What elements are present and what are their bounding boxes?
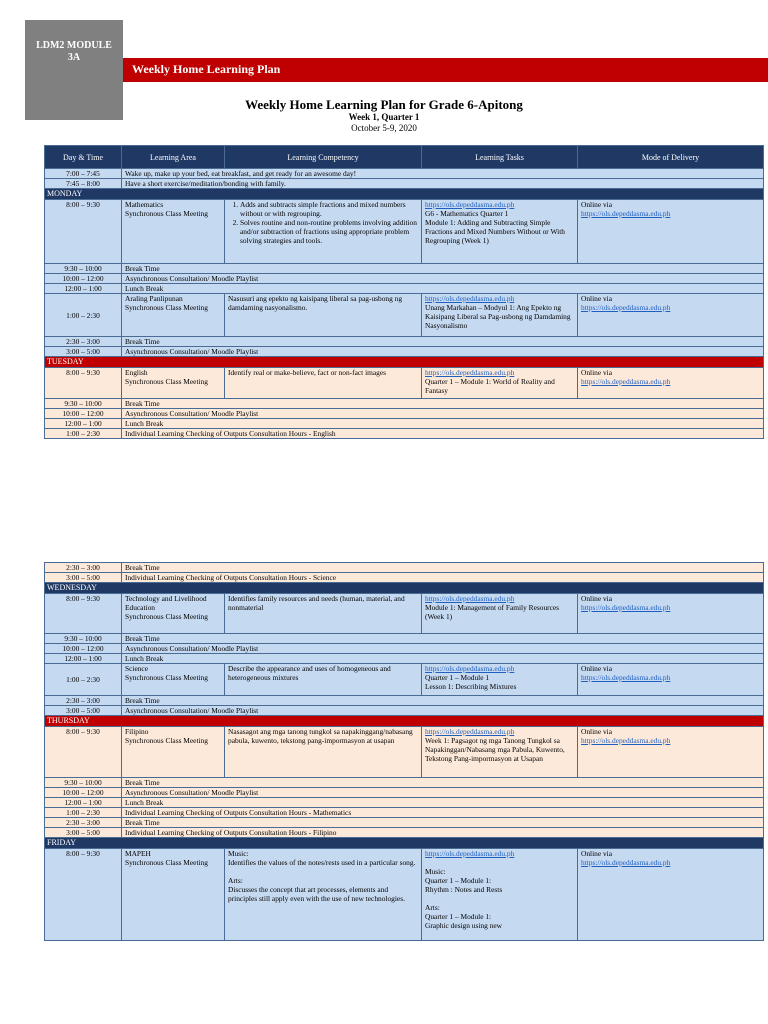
col-learning-tasks: Learning Tasks: [422, 146, 578, 169]
competency-cell: Nasasagot ang mga tanong tungkol sa napakinggang/nabasang pabula, kuwento, tekstong pang-impormasyon at usapan: [225, 727, 422, 778]
time-cell: 1:00 – 2:30: [45, 664, 122, 696]
table-row: 12:00 – 1:00 Lunch Break: [45, 284, 764, 294]
date-range: October 5-9, 2020: [351, 123, 417, 133]
table-row: 10:00 – 12:00 Asynchronous Consultation/ Moodle Playlist: [45, 274, 764, 284]
learning-area-cell: Filipino Synchronous Class Meeting: [122, 727, 225, 778]
learning-area-cell: English Synchronous Class Meeting: [122, 368, 225, 399]
ols-link[interactable]: https://ols.depeddasma.edu.ph: [425, 368, 515, 377]
competency-item: 2. Solves routine and non-routine problems involving addition and/or subtraction of fractions using appropriate problem solving strategies and tools.: [240, 218, 418, 245]
learning-area-cell: Technology and Livelihood Education Synchronous Class Meeting: [122, 594, 225, 634]
table-row: [45, 594, 764, 634]
table-row: 12:00 – 1:00 Lunch Break: [45, 419, 764, 429]
task-cell: https://ols.depeddasma.edu.ph G6 - Mathematics Quarter 1 Module 1: Adding and Subtracting Simple Fractions and Mixed Numbers Without or With Regrouping (Week 1): [422, 200, 578, 264]
table-row: [45, 368, 764, 399]
plan-table-part-1: [44, 145, 764, 439]
badge-line-1: LDM2 MODULE: [36, 40, 112, 51]
table-row: 9:30 – 10:00 Break Time: [45, 264, 764, 274]
task-cell: https://ols.depeddasma.edu.ph Week 1: Pagsagot ng mga Tanong Tungkol sa Napakinggan/Nabasang mga Pabula, Kuwento, Tekstong Pang-impormasyon at Usapan: [422, 727, 578, 778]
time-cell: 7:00 – 7:45: [45, 169, 122, 179]
time-cell: 8:00 – 9:30: [45, 594, 122, 634]
table-row: [45, 849, 764, 941]
banner-text: Weekly Home Learning Plan: [132, 62, 281, 76]
table-row: [45, 169, 764, 179]
time-cell: 8:00 – 9:30: [45, 727, 122, 778]
table-row: 2:30 – 3:00 Break Time: [45, 696, 764, 706]
table-row: 3:00 – 5:00 Individual Learning Checking of Outputs Consultation Hours - Filipino: [45, 828, 764, 838]
delivery-cell: Online via https://ols.depeddasma.edu.ph: [578, 727, 764, 778]
table-row: 9:30 – 10:00 Break Time: [45, 399, 764, 409]
competency-cell: Identify real or make-believe, fact or non-fact images: [225, 368, 422, 399]
competency-cell: [225, 200, 422, 264]
ols-link[interactable]: https://ols.depeddasma.edu.ph: [581, 377, 671, 386]
col-learning-competency: Learning Competency: [225, 146, 422, 169]
table-row: 9:30 – 10:00 Break Time: [45, 634, 764, 644]
table-row: 12:00 – 1:00 Lunch Break: [45, 654, 764, 664]
competency-cell: Music: Identifies the values of the notes/rests used in a particular song. Arts: Discusses the concept that art processes, elements and principles still apply even with the use of new technologies.: [225, 849, 422, 941]
table-row: 2:30 – 3:00 Break Time: [45, 818, 764, 828]
header-row: [45, 146, 764, 169]
day-header-tuesday: TUESDAY: [45, 357, 764, 368]
table-row: 12:00 – 1:00 Lunch Break: [45, 798, 764, 808]
learning-area-cell: Mathematics Synchronous Class Meeting: [122, 200, 225, 264]
table-row: [45, 179, 764, 189]
table-row: 10:00 – 12:00 Asynchronous Consultation/ Moodle Playlist: [45, 788, 764, 798]
ols-link[interactable]: https://ols.depeddasma.edu.ph: [581, 736, 671, 745]
day-header-wednesday: WEDNESDAY: [45, 583, 764, 594]
table-row: 3:00 – 5:00 Asynchronous Consultation/ Moodle Playlist: [45, 347, 764, 357]
ols-link[interactable]: https://ols.depeddasma.edu.ph: [425, 294, 515, 303]
col-mode-of-delivery: Mode of Delivery: [578, 146, 764, 169]
delivery-cell: Online via https://ols.depeddasma.edu.ph: [578, 200, 764, 264]
ols-link[interactable]: https://ols.depeddasma.edu.ph: [425, 849, 515, 858]
competency-cell: Describe the appearance and uses of homogeneous and heterogeneous mixtures: [225, 664, 422, 696]
ols-link[interactable]: https://ols.depeddasma.edu.ph: [581, 303, 671, 312]
ols-link[interactable]: https://ols.depeddasma.edu.ph: [425, 200, 515, 209]
ols-link[interactable]: https://ols.depeddasma.edu.ph: [581, 673, 671, 682]
ols-link[interactable]: https://ols.depeddasma.edu.ph: [425, 594, 515, 603]
task-cell: https://ols.depeddasma.edu.ph Module 1: Management of Family Resources (Week 1): [422, 594, 578, 634]
ols-link[interactable]: https://ols.depeddasma.edu.ph: [425, 664, 515, 673]
table-row: [45, 727, 764, 778]
delivery-cell: Online via https://ols.depeddasma.edu.ph: [578, 594, 764, 634]
learning-area-cell: Araling Panlipunan Synchronous Class Meeting: [122, 294, 225, 337]
title-banner: [123, 58, 768, 82]
time-cell: 1:00 – 2:30: [45, 294, 122, 337]
ols-link[interactable]: https://ols.depeddasma.edu.ph: [581, 209, 671, 218]
table-row: 9:30 – 10:00 Break Time: [45, 778, 764, 788]
ols-link[interactable]: https://ols.depeddasma.edu.ph: [581, 858, 671, 867]
delivery-cell: Online via https://ols.depeddasma.edu.ph: [578, 849, 764, 941]
task-cell: https://ols.depeddasma.edu.ph Quarter 1 – Module 1 Lesson 1: Describing Mixtures: [422, 664, 578, 696]
table-row: 3:00 – 5:00 Individual Learning Checking of Outputs Consultation Hours - Science: [45, 573, 764, 583]
day-header-monday: MONDAY: [45, 189, 764, 200]
plan-table-part-2: [44, 562, 764, 941]
activity-cell: Have a short exercise/meditation/bonding with family.: [122, 179, 764, 189]
delivery-cell: Online via https://ols.depeddasma.edu.ph: [578, 368, 764, 399]
activity-cell: Wake up, make up your bed, eat breakfast, and get ready for an awesome day!: [122, 169, 764, 179]
task-cell: https://ols.depeddasma.edu.ph Music: Quarter 1 – Module 1: Rhythm : Notes and Rests Arts: Quarter 1 – Module 1: Graphic design using new: [422, 849, 578, 941]
table-row: [45, 664, 764, 696]
table-row: 3:00 – 5:00 Asynchronous Consultation/ Moodle Playlist: [45, 706, 764, 716]
ols-link[interactable]: https://ols.depeddasma.edu.ph: [425, 727, 515, 736]
delivery-cell: Online via https://ols.depeddasma.edu.ph: [578, 294, 764, 337]
time-cell: 8:00 – 9:30: [45, 368, 122, 399]
table-row: [45, 294, 764, 337]
task-cell: https://ols.depeddasma.edu.ph Unang Markahan – Modyul 1: Ang Epekto ng Kaisipang Liberal sa Pag-usbong ng Damdaming Nasyonalismo: [422, 294, 578, 337]
table-row: 10:00 – 12:00 Asynchronous Consultation/ Moodle Playlist: [45, 644, 764, 654]
table-row: 2:30 – 3:00 Break Time: [45, 563, 764, 573]
table-row: 1:00 – 2:30 Individual Learning Checking of Outputs Consultation Hours - English: [45, 429, 764, 439]
col-day-time: Day & Time: [45, 146, 122, 169]
time-cell: 8:00 – 9:30: [45, 849, 122, 941]
time-cell: 7:45 – 8:00: [45, 179, 122, 189]
table-row: 10:00 – 12:00 Asynchronous Consultation/ Moodle Playlist: [45, 409, 764, 419]
table-row: 1:00 – 2:30 Individual Learning Checking of Outputs Consultation Hours - Mathematics: [45, 808, 764, 818]
ols-link[interactable]: https://ols.depeddasma.edu.ph: [581, 603, 671, 612]
col-learning-area: Learning Area: [122, 146, 225, 169]
learning-area-cell: MAPEH Synchronous Class Meeting: [122, 849, 225, 941]
day-header-thursday: THURSDAY: [45, 716, 764, 727]
task-cell: https://ols.depeddasma.edu.ph Quarter 1 – Module 1: World of Reality and Fantasy: [422, 368, 578, 399]
delivery-cell: Online via https://ols.depeddasma.edu.ph: [578, 664, 764, 696]
learning-area-cell: Science Synchronous Class Meeting: [122, 664, 225, 696]
competency-cell: Nasusuri ang epekto ng kaisipang liberal sa pag-usbong ng damdaming nasyonalismo.: [225, 294, 422, 337]
competency-cell: Identifies family resources and needs (human, material, and nonmaterial: [225, 594, 422, 634]
table-row: 2:30 – 3:00 Break Time: [45, 337, 764, 347]
week-label: Week 1, Quarter 1: [348, 112, 420, 122]
page-title: Weekly Home Learning Plan for Grade 6-Apitong: [245, 97, 523, 112]
time-cell: 8:00 – 9:30: [45, 200, 122, 264]
competency-item: 1. Adds and subtracts simple fractions and mixed numbers without or with regrouping.: [240, 200, 418, 218]
day-header-friday: FRIDAY: [45, 838, 764, 849]
badge-line-2: 3A: [67, 52, 81, 63]
table-row: [45, 200, 764, 264]
